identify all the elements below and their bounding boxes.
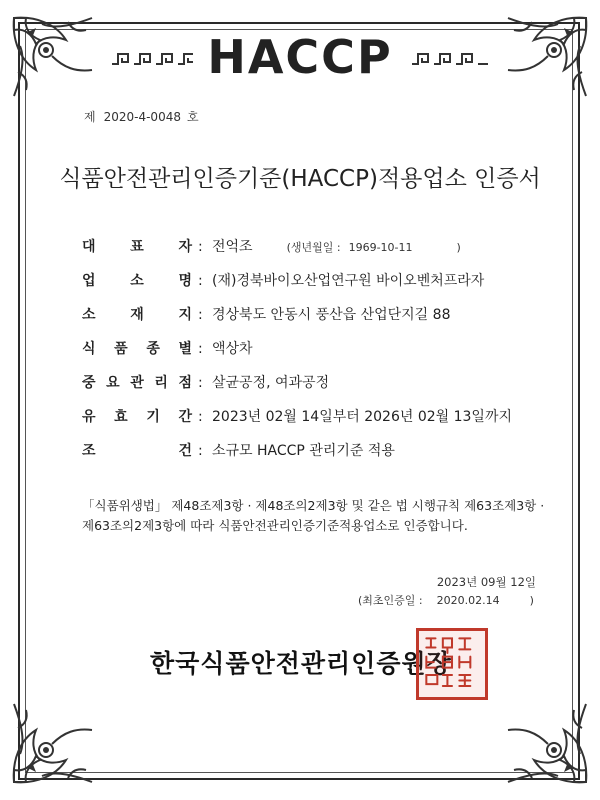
haccp-brand-text: HACCP: [193, 30, 406, 84]
field-row-representative: [74, 236, 564, 270]
certificate-fields: [74, 236, 564, 474]
field-label-char: 리: [154, 375, 168, 391]
legal-basis-text: 「식품위생법」 제48조제3항 · 제48조의2제3항 및 같은 법 시행규칙 제63조제3항 · 제63조의2제3항에 따라 식품안전관리인증기준적용업소로 인증합니다.: [82, 498, 545, 533]
field-label-char: 기: [146, 409, 160, 425]
cert-no-value: 2020-4-0048: [103, 110, 181, 124]
field-label: [74, 236, 198, 256]
field-value: 살균공정, 여과공정: [212, 375, 330, 391]
issuer-name: 한국식품안전관리인증원장: [150, 649, 452, 678]
document-title: 식품안전관리인증기준(HACCP)적용업소 인증서: [59, 166, 541, 192]
representative-name: 전억조: [212, 239, 253, 255]
issue-date: 2023년 09월 12일: [436, 575, 536, 589]
field-value: 액상차: [212, 341, 253, 357]
field-label-char: 명: [178, 273, 192, 289]
field-label-char: 자: [178, 239, 192, 255]
field-label-char: 업: [82, 273, 96, 289]
field-label: [74, 270, 198, 290]
field-colon: :: [198, 307, 203, 323]
field-label-char: 건: [178, 443, 192, 459]
official-seal-stamp: [416, 628, 488, 700]
field-label-char: 유: [82, 409, 96, 425]
field-label-char: 요: [106, 375, 120, 391]
birth-close: ): [456, 241, 461, 254]
cert-no-prefix: 제: [84, 110, 96, 124]
field-label-char: 조: [82, 443, 96, 459]
cert-no-suffix: 호: [186, 110, 199, 124]
corner-ornament-bottom-left: [6, 698, 98, 790]
field-colon: :: [198, 239, 203, 255]
field-label-char: 표: [130, 239, 144, 255]
field-label-char: 식: [82, 341, 96, 357]
field-colon: :: [198, 375, 203, 391]
field-colon: :: [198, 409, 203, 425]
field-row-critical-control-point: [74, 372, 564, 406]
first-cert-value: 2020.02.14: [436, 594, 500, 607]
field-value: [212, 236, 564, 256]
field-label: [74, 406, 198, 426]
birth-label: (생년월일 :: [286, 241, 341, 254]
birth-date: [287, 241, 461, 254]
field-label-char: 종: [146, 341, 160, 357]
corner-ornament-bottom-right: [502, 698, 594, 790]
field-row-condition: [74, 440, 564, 474]
field-label: [74, 440, 198, 460]
field-colon: :: [198, 273, 203, 289]
certificate-number: [84, 108, 199, 125]
field-row-address: [74, 304, 564, 338]
field-row-validity-period: [74, 406, 564, 440]
field-label-char: 재: [130, 307, 144, 323]
field-label-char: 별: [178, 341, 192, 357]
field-value: 경상북도 안동시 풍산읍 산업단지길 88: [212, 307, 451, 323]
field-label-char: 점: [178, 375, 192, 391]
first-cert-label: (최초인증일 :: [358, 594, 423, 607]
field-label-char: 효: [114, 409, 128, 425]
field-value: (재)경북바이오산업연구원 바이오벤처프라자: [212, 273, 485, 289]
field-value: 소규모 HACCP 관리기준 적용: [212, 443, 395, 459]
field-label: [74, 338, 198, 358]
field-label-char: 품: [114, 341, 128, 357]
birth-value: 1969-10-11: [348, 241, 413, 254]
first-cert-close: ): [529, 594, 534, 607]
field-value: 2023년 02월 14일부터 2026년 02월 13일까지: [212, 409, 513, 425]
field-colon: :: [198, 341, 203, 357]
field-label-char: 관: [130, 375, 144, 391]
field-label-char: 소: [130, 273, 144, 289]
field-label-char: 소: [82, 307, 96, 323]
field-colon: :: [198, 443, 203, 459]
field-label-char: 중: [82, 375, 96, 391]
field-row-food-type: [74, 338, 564, 372]
haccp-header-title: [0, 30, 600, 84]
field-label: [74, 372, 198, 392]
field-label-char: 대: [82, 239, 96, 255]
field-row-business-name: [74, 270, 564, 304]
field-label: [74, 304, 198, 324]
field-label-char: 지: [178, 307, 192, 323]
first-certification-date: [358, 592, 534, 608]
field-label-char: 간: [178, 409, 192, 425]
